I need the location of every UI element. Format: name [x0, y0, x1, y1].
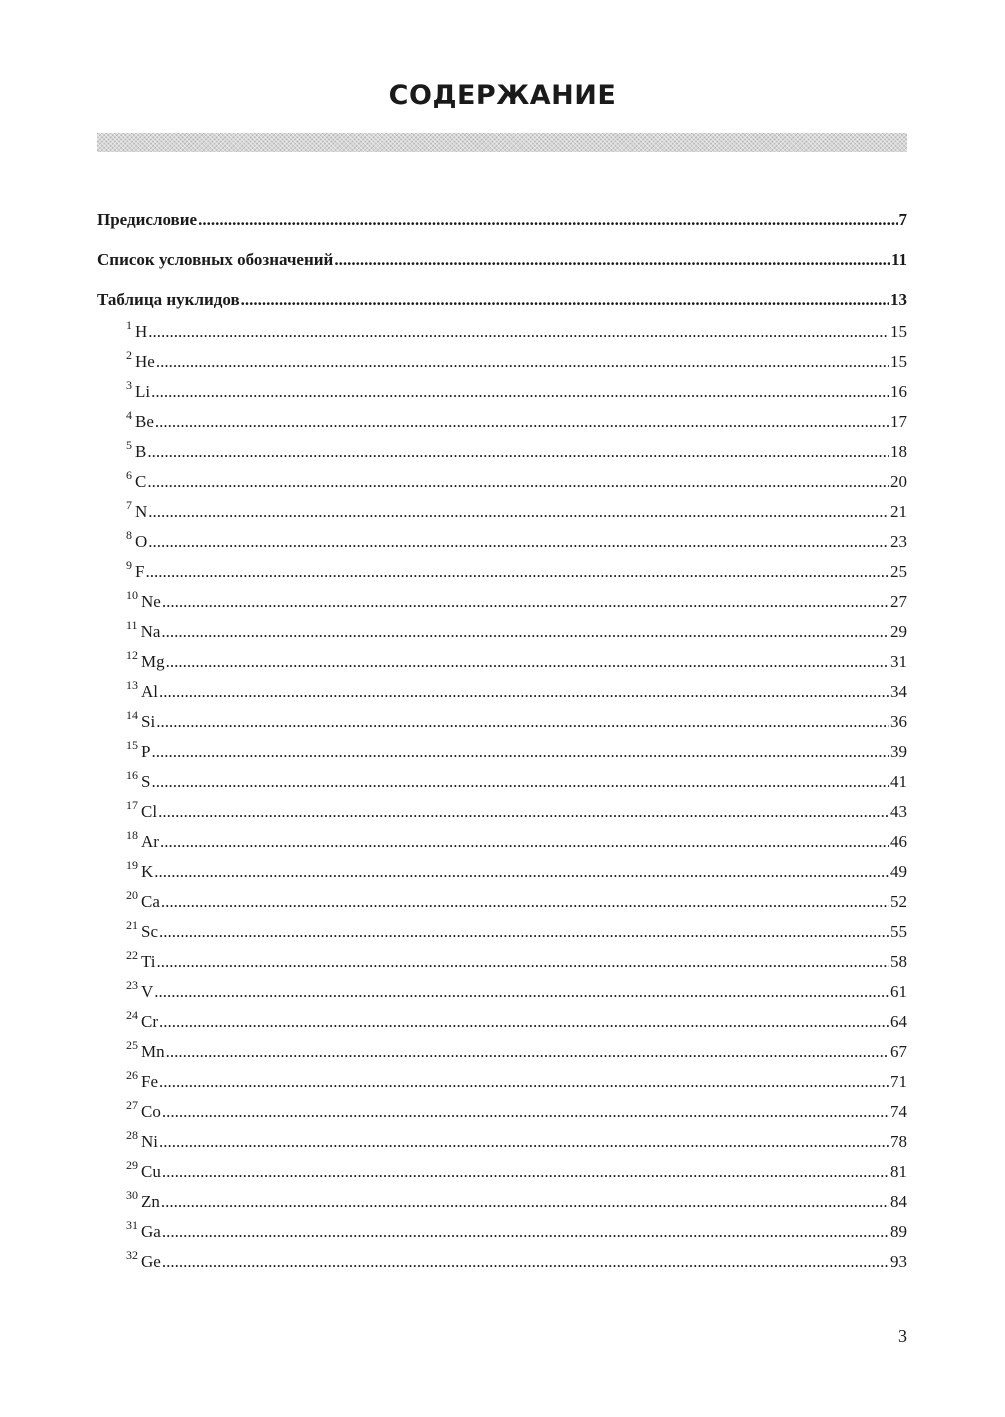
toc-subentry-nuclide[interactable] — [97, 1247, 907, 1277]
atomic-number: 24 — [126, 1008, 138, 1023]
nuclide-label — [126, 1217, 161, 1247]
dot-leader — [159, 677, 889, 707]
element-symbol: Al — [141, 682, 158, 701]
element-symbol: Co — [141, 1102, 161, 1121]
toc-subentry-nuclide[interactable] — [97, 1037, 907, 1067]
toc-subentry-nuclide[interactable] — [97, 707, 907, 737]
atomic-number: 6 — [126, 468, 132, 483]
toc-subentry-nuclide[interactable] — [97, 587, 907, 617]
dot-leader — [145, 557, 889, 587]
dot-leader — [159, 917, 889, 947]
dot-leader — [162, 1097, 889, 1127]
toc-entry-page: 78 — [890, 1132, 907, 1151]
nuclide-label — [126, 917, 158, 947]
nuclide-label — [126, 1127, 158, 1157]
toc-entry-page: 71 — [890, 1072, 907, 1091]
dot-leader — [161, 617, 889, 647]
toc-entry-page: 67 — [890, 1042, 907, 1061]
atomic-number: 16 — [126, 768, 138, 783]
decorative-rule — [97, 133, 907, 152]
dot-leader — [159, 1127, 889, 1157]
element-symbol: Zn — [141, 1192, 160, 1211]
toc-entry-page: 29 — [890, 622, 907, 641]
element-symbol: Cr — [141, 1012, 158, 1031]
atomic-number: 17 — [126, 798, 138, 813]
atomic-number: 23 — [126, 978, 138, 993]
toc-subentry-nuclide[interactable] — [97, 887, 907, 917]
toc-entry-page: 23 — [890, 532, 907, 551]
dot-leader — [148, 527, 889, 557]
dot-leader — [156, 707, 889, 737]
nuclide-label — [126, 1097, 161, 1127]
atomic-number: 13 — [126, 678, 138, 693]
element-symbol: C — [135, 472, 147, 491]
dot-leader — [166, 647, 889, 677]
toc-entry-page: 7 — [898, 210, 907, 229]
element-symbol: Fe — [141, 1072, 158, 1091]
atomic-number: 4 — [126, 408, 132, 423]
atomic-number: 9 — [126, 558, 132, 573]
dot-leader — [198, 206, 897, 234]
toc-entry-label: Список условных обозначений — [97, 250, 334, 269]
dot-leader — [157, 947, 889, 977]
toc-subentry-nuclide[interactable] — [97, 977, 907, 1007]
page-number: 3 — [898, 1326, 907, 1346]
atomic-number: 3 — [126, 378, 132, 393]
dot-leader — [162, 587, 889, 617]
dot-leader — [160, 827, 889, 857]
nuclide-label — [126, 527, 147, 557]
nuclide-label — [126, 1157, 161, 1187]
toc-entry-page: 58 — [890, 952, 907, 971]
dot-leader — [166, 1037, 889, 1067]
element-symbol: Ti — [141, 952, 156, 971]
element-symbol: K — [141, 862, 154, 881]
nuclide-label — [126, 707, 155, 737]
element-symbol: Li — [135, 382, 151, 401]
toc-entry-page: 89 — [890, 1222, 907, 1241]
element-symbol: Ar — [141, 832, 159, 851]
atomic-number: 31 — [126, 1218, 138, 1233]
atomic-number: 11 — [126, 618, 138, 633]
nuclide-label — [126, 317, 147, 347]
toc-subentry-nuclide[interactable] — [97, 677, 907, 707]
element-symbol: Sc — [141, 922, 158, 941]
atomic-number: 15 — [126, 738, 138, 753]
dot-leader — [156, 347, 889, 377]
toc-subentry-nuclide[interactable] — [97, 467, 907, 497]
toc-subentry-nuclide[interactable] — [97, 437, 907, 467]
dot-leader — [147, 437, 889, 467]
nuclide-label — [126, 557, 144, 587]
toc-subentry-nuclide[interactable] — [97, 407, 907, 437]
toc-subentry-nuclide[interactable] — [97, 1127, 907, 1157]
toc-entry-page: 27 — [890, 592, 907, 611]
toc-entry-page: 17 — [890, 412, 907, 431]
atomic-number: 26 — [126, 1068, 138, 1083]
nuclide-label — [126, 767, 150, 797]
toc-entry-page: 18 — [890, 442, 907, 461]
nuclide-label — [126, 617, 160, 647]
dot-leader — [148, 497, 889, 527]
element-symbol: Cu — [141, 1162, 161, 1181]
atomic-number: 21 — [126, 918, 138, 933]
element-symbol: Ni — [141, 1132, 158, 1151]
nuclide-label — [126, 647, 165, 677]
atomic-number: 7 — [126, 498, 132, 513]
atomic-number: 22 — [126, 948, 138, 963]
atomic-number: 25 — [126, 1038, 138, 1053]
nuclide-label — [126, 377, 150, 407]
dot-leader — [154, 857, 889, 887]
dot-leader — [147, 467, 889, 497]
toc-subentry-nuclide[interactable] — [97, 767, 907, 797]
element-symbol: B — [135, 442, 147, 461]
toc-entry-page: 34 — [890, 682, 907, 701]
nuclide-label — [126, 677, 158, 707]
toc-entry-page: 31 — [890, 652, 907, 671]
dot-leader — [151, 377, 889, 407]
element-symbol: He — [135, 352, 155, 371]
table-of-contents — [97, 206, 907, 1277]
toc-subentry-nuclide[interactable] — [97, 947, 907, 977]
nuclide-label — [126, 857, 153, 887]
toc-entry-page: 13 — [890, 290, 907, 309]
dot-leader — [151, 737, 889, 767]
atomic-number: 28 — [126, 1128, 138, 1143]
toc-subentry-nuclide[interactable] — [97, 317, 907, 347]
nuclide-label — [126, 1037, 165, 1067]
toc-subentry-nuclide[interactable] — [97, 797, 907, 827]
toc-entry-page: 43 — [890, 802, 907, 821]
dot-leader — [162, 1247, 889, 1277]
toc-subentry-nuclide[interactable] — [97, 347, 907, 377]
dot-leader — [154, 977, 889, 1007]
toc-entry-label: Таблица нуклидов — [97, 290, 240, 309]
toc-entry-page: 61 — [890, 982, 907, 1001]
element-symbol: Si — [141, 712, 156, 731]
atomic-number: 2 — [126, 348, 132, 363]
dot-leader — [161, 1187, 889, 1217]
atomic-number: 30 — [126, 1188, 138, 1203]
toc-subentry-nuclide[interactable] — [97, 497, 907, 527]
dot-leader — [162, 1217, 889, 1247]
nuclide-label — [126, 797, 157, 827]
element-symbol: Cl — [141, 802, 158, 821]
element-symbol: O — [135, 532, 148, 551]
element-symbol: Ga — [141, 1222, 161, 1241]
nuclide-label — [126, 467, 146, 497]
toc-subentry-nuclide[interactable] — [97, 377, 907, 407]
toc-entry-page: 81 — [890, 1162, 907, 1181]
toc-entry-page: 46 — [890, 832, 907, 851]
toc-subentry-nuclide[interactable] — [97, 1007, 907, 1037]
atomic-number: 32 — [126, 1248, 138, 1263]
atomic-number: 8 — [126, 528, 132, 543]
toc-subentry-nuclide[interactable] — [97, 1097, 907, 1127]
element-symbol: Na — [140, 622, 161, 641]
dot-leader — [158, 797, 889, 827]
toc-subentry-nuclide[interactable] — [97, 647, 907, 677]
toc-entry-page: 55 — [890, 922, 907, 941]
toc-subentry-nuclide[interactable] — [97, 1217, 907, 1247]
atomic-number: 12 — [126, 648, 138, 663]
nuclide-label — [126, 947, 156, 977]
atomic-number: 29 — [126, 1158, 138, 1173]
element-symbol: V — [141, 982, 154, 1001]
toc-entry-page: 84 — [890, 1192, 907, 1211]
nuclide-label — [126, 977, 153, 1007]
toc-subentry-nuclide[interactable] — [97, 1157, 907, 1187]
element-symbol: Ca — [141, 892, 160, 911]
toc-entry-page: 41 — [890, 772, 907, 791]
toc-subentry-nuclide[interactable] — [97, 557, 907, 587]
toc-subentry-nuclide[interactable] — [97, 857, 907, 887]
toc-entry-page: 74 — [890, 1102, 907, 1121]
toc-entry-page: 16 — [890, 382, 907, 401]
atomic-number: 5 — [126, 438, 132, 453]
dot-leader — [148, 317, 889, 347]
dot-leader — [241, 286, 889, 314]
atomic-number: 19 — [126, 858, 138, 873]
nuclide-label — [126, 1187, 160, 1217]
toc-subentry-nuclide[interactable] — [97, 737, 907, 767]
nuclide-label — [126, 1007, 158, 1037]
toc-subentry-nuclide[interactable] — [97, 617, 907, 647]
nuclide-label — [126, 407, 154, 437]
toc-subentry-nuclide[interactable] — [97, 917, 907, 947]
dot-leader — [155, 407, 889, 437]
toc-entry-label: Предисловие — [97, 210, 198, 229]
page-title: СОДЕРЖАНИЕ — [388, 80, 617, 111]
atomic-number: 14 — [126, 708, 138, 723]
nuclide-label — [126, 887, 160, 917]
nuclide-label — [126, 827, 159, 857]
atomic-number: 20 — [126, 888, 138, 903]
element-symbol: Ge — [141, 1252, 161, 1271]
element-symbol: P — [141, 742, 151, 761]
toc-entry-page: 93 — [890, 1252, 907, 1271]
nuclide-label — [126, 587, 161, 617]
toc-entry-page: 15 — [890, 322, 907, 341]
dot-leader — [334, 246, 890, 274]
element-symbol: Be — [135, 412, 154, 431]
atomic-number: 18 — [126, 828, 138, 843]
toc-entry-page: 52 — [890, 892, 907, 911]
toc-entry-page: 49 — [890, 862, 907, 881]
toc-entry-page: 39 — [890, 742, 907, 761]
element-symbol: Ne — [141, 592, 161, 611]
toc-entry-page: 21 — [890, 502, 907, 521]
nuclide-label — [126, 1247, 161, 1277]
nuclide-label — [126, 497, 147, 527]
toc-entry-page: 20 — [890, 472, 907, 491]
toc-entry-nuclide-table[interactable] — [97, 286, 907, 317]
element-symbol: Mg — [141, 652, 165, 671]
nuclide-label — [126, 737, 150, 767]
nuclide-label — [126, 437, 146, 467]
toc-subentry-nuclide[interactable] — [97, 1187, 907, 1217]
toc-subentry-nuclide[interactable] — [97, 527, 907, 557]
element-symbol: S — [141, 772, 151, 791]
nuclide-label — [126, 1067, 158, 1097]
element-symbol: Mn — [141, 1042, 165, 1061]
dot-leader — [159, 1007, 889, 1037]
toc-entry-notation-list[interactable] — [97, 246, 907, 286]
element-symbol: F — [135, 562, 145, 581]
toc-entry-preface[interactable] — [97, 206, 907, 246]
toc-entry-page: 25 — [890, 562, 907, 581]
dot-leader — [159, 1067, 889, 1097]
element-symbol: N — [135, 502, 148, 521]
toc-subentry-nuclide[interactable] — [97, 827, 907, 857]
toc-entry-page: 64 — [890, 1012, 907, 1031]
toc-entry-page: 11 — [890, 250, 907, 269]
dot-leader — [161, 887, 889, 917]
atomic-number: 1 — [126, 318, 132, 333]
atomic-number: 10 — [126, 588, 138, 603]
dot-leader — [162, 1157, 889, 1187]
toc-entry-page: 15 — [890, 352, 907, 371]
dot-leader — [151, 767, 889, 797]
nuclide-label — [126, 347, 155, 377]
atomic-number: 27 — [126, 1098, 138, 1113]
element-symbol: H — [135, 322, 148, 341]
toc-subentry-nuclide[interactable] — [97, 1067, 907, 1097]
toc-entry-page: 36 — [890, 712, 907, 731]
